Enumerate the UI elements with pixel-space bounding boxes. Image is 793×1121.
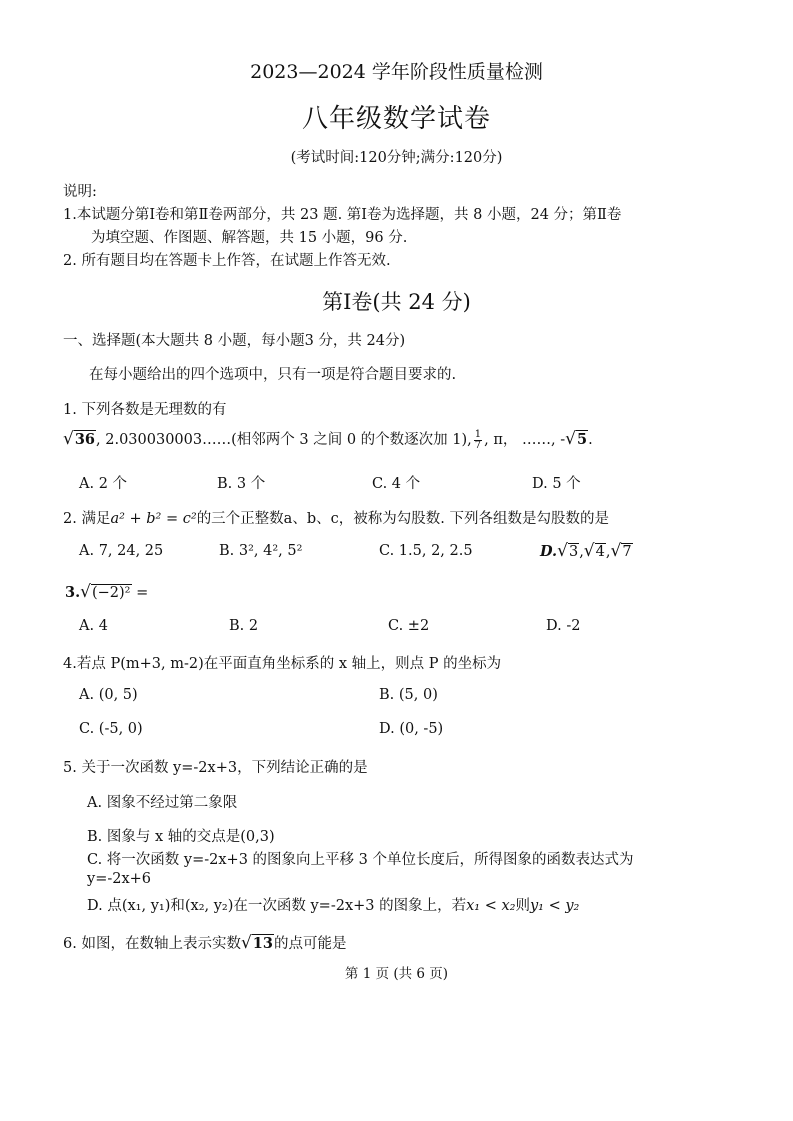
q3-stem: [65, 582, 148, 602]
q1-end: .: [588, 432, 593, 448]
q3-option-c: C. ±2: [388, 618, 430, 634]
q1-tail: , π， ……, -: [484, 432, 566, 448]
q2-stem: [63, 507, 609, 528]
instruction-item-2: 2. 所有题目均在答题卡上作答，在试题上作答无效.: [63, 253, 391, 269]
q2-option-c: C. 1.5, 2, 2.5: [379, 543, 473, 559]
instruction-item-1: 1.本试题分第Ⅰ卷和第Ⅱ卷两部分，共 23 题. 第Ⅰ卷为选择题，共 8 小题，24 分；第Ⅱ卷: [63, 207, 622, 223]
q5-option-d: [87, 894, 579, 915]
q4-option-c: C. (-5, 0): [79, 721, 143, 737]
q2-stem-prefix: 2. 满足: [63, 511, 111, 527]
q3-suffix: =: [131, 585, 149, 601]
section-title: 第Ⅰ卷(共 24 分): [322, 290, 471, 314]
q5-stem: 5. 关于一次函数 y=-2x+3，下列结论正确的是: [63, 760, 368, 776]
q3-option-b: B. 2: [229, 618, 259, 634]
sqrt-36: √36: [63, 429, 96, 449]
q5-option-d-then: 则: [515, 898, 530, 914]
q3-option-d: D. -2: [546, 618, 581, 634]
q4-option-b: B. (5, 0): [379, 687, 438, 703]
q1-numbers: [63, 428, 593, 451]
q1-option-d: D. 5 个: [532, 476, 581, 492]
q6-stem-suffix: 的点可能是: [273, 936, 347, 952]
sqrt-13: √13: [240, 933, 273, 953]
q6-stem-prefix: 6. 如图，在数轴上表示实数: [63, 936, 241, 952]
exam-info: (考试时间:120分钟;满分:120分): [290, 150, 503, 166]
q1-option-b: B. 3 个: [217, 476, 266, 492]
q2-option-b: B. 3², 4², 5²: [219, 543, 303, 559]
instruction-item-1-cont: 为填空题、作图题、解答题，共 15 小题，96 分.: [91, 230, 408, 246]
q2-option-a: A. 7, 24, 25: [79, 543, 164, 559]
q2-stem-suffix: 的三个正整数a、b、c，被称为勾股数. 下列各组数是勾股数的是: [196, 511, 609, 527]
q3-option-a: A. 4: [79, 618, 108, 634]
page-footer: 第 1 页 (共 6 页): [344, 966, 449, 982]
part-heading: 一、选择题(本大题共 8 小题，每小题3 分，共 24分): [63, 333, 406, 349]
part-note: 在每小题给出的四个选项中，只有一项是符合题目要求的.: [89, 367, 457, 383]
q2-option-d: D.√3,√4,√7: [540, 541, 632, 561]
sqrt-3: √3: [557, 541, 579, 561]
q1-stem: 1. 下列各数是无理数的有: [63, 402, 227, 418]
sqrt-5: √5: [565, 429, 588, 449]
q4-stem: 4.若点 P(m+3, m-2)在平面直角坐标系的 x 轴上，则点 P 的坐标为: [63, 656, 502, 672]
q5-option-b: B. 图象与 x 轴的交点是(0,3): [87, 829, 275, 845]
q5-option-d-condition: x₁ < x₂: [466, 898, 516, 914]
sqrt-neg2-squared: √(−2)²: [80, 582, 131, 602]
q2-formula: a² + b² = c²: [110, 511, 197, 527]
q5-option-d-text: D. 点(x₁, y₁)和(x₂, y₂)在一次函数 y=-2x+3 的图象上，若: [87, 898, 467, 914]
q5-option-a: A. 图象不经过第二象限: [87, 795, 238, 811]
paper-title: 八年级数学试卷: [301, 104, 491, 134]
q3-number: 3.: [65, 584, 81, 601]
q5-option-c-cont: y=-2x+6: [87, 871, 152, 887]
q1-option-c: C. 4 个: [372, 476, 421, 492]
q6-stem: [63, 932, 346, 953]
q1-mid-text: , 2.030030003……(相邻两个 3 之间 0 的个数逐次加 1),: [96, 432, 472, 448]
q4-option-d: D. (0, -5): [379, 721, 444, 737]
q1-option-a: A. 2 个: [79, 476, 128, 492]
sqrt-7: √7: [610, 541, 632, 561]
q5-option-d-conclusion: y₁ < y₂: [529, 898, 580, 914]
exam-title: 2023—2024 学年阶段性质量检测: [250, 61, 543, 83]
fraction-1-7: $\frac{1}{7}$: [474, 428, 482, 451]
instructions-heading: 说明:: [63, 184, 97, 200]
q5-option-c: C. 将一次函数 y=-2x+3 的图象向上平移 3 个单位长度后，所得图象的函数表达式为: [87, 852, 634, 868]
sqrt-4: √4: [583, 541, 605, 561]
q2-option-d-label: D.: [540, 543, 558, 560]
q4-option-a: A. (0, 5): [79, 687, 138, 703]
